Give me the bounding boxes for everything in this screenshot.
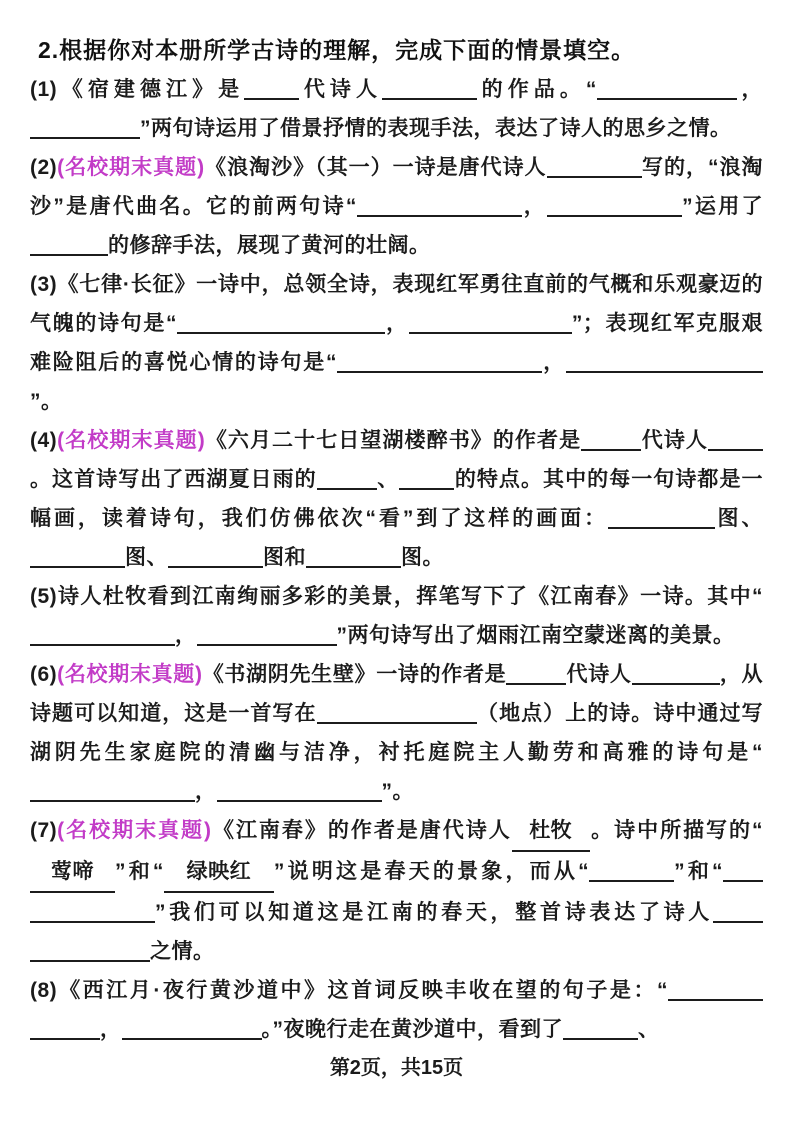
exam-source-tag: (名校期末真题) — [57, 663, 203, 686]
answer-blank — [122, 1026, 262, 1040]
question-text: 代诗人 — [566, 663, 632, 686]
answer-blank — [30, 948, 150, 962]
answer-blank — [663, 515, 715, 529]
answer-blank — [168, 554, 263, 568]
question-text: 《书湖阴先生壁》一诗的作者是 — [202, 663, 507, 686]
question-text: 。诗中所描写的“ — [589, 819, 764, 842]
question-text: ”；表现红军克服艰难险阻后的喜悦心情的诗句是“ — [30, 312, 764, 374]
question-text: 写的，“浪淘沙”是唐代曲名。它的前两句诗“ — [30, 156, 763, 218]
answer-blank — [317, 476, 377, 490]
question-text: 之情。 — [150, 940, 215, 963]
question-text: 、 — [376, 468, 400, 491]
question-text: 图、 — [715, 507, 764, 530]
answer-blank — [506, 671, 566, 685]
answer-blank — [566, 359, 651, 373]
answer-blank — [563, 1026, 638, 1040]
question-text: 图、 — [125, 546, 168, 569]
answer-blank — [651, 359, 763, 373]
question-text: ”和“ — [674, 860, 724, 883]
answer-blank — [177, 320, 385, 334]
question-text: (8)《西江月·夜行黄沙道中》这首词反映丰收在望的句子是：“ — [30, 979, 668, 1002]
question-item-1 — [30, 70, 763, 148]
exam-source-tag: (名校期末真题) — [57, 156, 205, 179]
answer-blank — [589, 868, 674, 882]
question-item-8 — [30, 971, 763, 1049]
question-text: 图。 — [401, 546, 444, 569]
question-item-6 — [30, 655, 763, 811]
answer-blank — [217, 788, 382, 802]
question-text: (7) — [30, 819, 58, 842]
answer-blank — [632, 671, 690, 685]
answer-blank — [708, 437, 763, 451]
question-text: ”两句诗运用了借景抒情的表现手法，表达了诗人的思乡之情。 — [140, 117, 732, 140]
answer-blank — [357, 203, 522, 217]
question-text: 《浪淘沙》（其一）一诗是唐代诗人 — [204, 156, 547, 179]
question-text: （地点）上的诗。诗中通过写湖阴先生家庭院的清幽与洁净，衬托庭院主人勤劳和高雅的诗句是“ — [30, 702, 763, 764]
answer-blank — [713, 909, 763, 923]
question-text: ， — [541, 351, 567, 374]
question-text: (4) — [30, 429, 58, 452]
question-text: 的特点。其中的每一句诗都是一幅画，读着诗句，我们仿佛依次“看”到了这样的画面： — [30, 468, 764, 530]
question-text: ， — [521, 195, 548, 218]
question-item-2 — [30, 148, 763, 265]
answer-blank — [197, 632, 337, 646]
question-text: ， — [100, 1018, 122, 1041]
question-text: 《江南春》的作者是唐代诗人 — [211, 819, 512, 842]
question-text: 、 — [638, 1018, 660, 1041]
question-item-5 — [30, 577, 763, 655]
answer-blank — [30, 909, 155, 923]
question-text: (5)诗人杜牧看到江南绚丽多彩的美景，挥笔写下了《江南春》一诗。其中“ — [30, 585, 763, 608]
page-number: 第2页，共15页 — [329, 1057, 464, 1079]
answer-blank — [306, 554, 401, 568]
exam-source-tag: (名校期末真题) — [57, 819, 212, 842]
answer-blank — [597, 86, 737, 100]
question-text: ， — [736, 78, 764, 101]
answer-blank — [30, 554, 125, 568]
answer-blank — [608, 515, 663, 529]
answer-blank — [244, 86, 299, 100]
question-text: ”。 — [381, 780, 414, 803]
question-text: ，从诗题可以知道，这是一首写在 — [30, 663, 764, 725]
answer-blank — [723, 868, 763, 882]
filled-answer: 杜牧 — [512, 811, 590, 852]
answer-blank — [30, 242, 108, 256]
worksheet-title: 2.根据你对本册所学古诗的理解，完成下面的情景填空。 — [38, 37, 636, 63]
question-text: ， — [195, 780, 217, 803]
answer-blank — [30, 1026, 100, 1040]
filled-answer: 莺啼 — [30, 852, 115, 893]
question-text: 的作品。“ — [477, 78, 597, 101]
worksheet-body — [30, 70, 763, 1049]
answer-blank — [690, 671, 720, 685]
answer-blank — [581, 437, 641, 451]
question-text: (6) — [30, 663, 58, 686]
exam-source-tag: (名校期末真题) — [57, 429, 206, 452]
question-text: ”我们可以知道这是江南的春天，整首诗表达了诗人 — [155, 901, 713, 924]
question-text: 。这首诗写出了西湖夏日雨的 — [30, 468, 317, 491]
question-text: 代诗人 — [299, 78, 383, 101]
question-text: ”。 — [30, 390, 63, 413]
question-text: (2) — [30, 156, 58, 179]
question-text: ”运用了 — [682, 195, 764, 218]
answer-blank — [317, 710, 477, 724]
answer-blank — [399, 476, 454, 490]
answer-blank — [637, 203, 682, 217]
answer-blank — [30, 788, 195, 802]
question-text: (3)《七律·长征》一诗中，总领全诗，表现红军勇往直前的气概和乐观豪迈的气魄的诗句是“ — [30, 273, 763, 335]
filled-answer: 绿映红 — [164, 852, 274, 893]
answer-blank — [547, 203, 637, 217]
question-text: 图和 — [263, 546, 306, 569]
answer-blank — [547, 164, 642, 178]
answer-blank — [30, 632, 175, 646]
question-text: ”说明这是春天的景象，而从“ — [273, 860, 590, 883]
question-text: (1)《宿建德江》是 — [30, 78, 245, 101]
answer-blank — [668, 987, 763, 1001]
question-text: 的修辞手法，展现了黄河的壮阔。 — [108, 234, 431, 257]
answer-blank — [337, 359, 542, 373]
question-text: 《六月二十七日望湖楼醉书》的作者是 — [205, 429, 582, 452]
question-text: 。”夜晚行走在黄沙道中，看到了 — [261, 1018, 563, 1041]
answer-blank — [382, 86, 477, 100]
answer-blank — [409, 320, 572, 334]
question-item-3 — [30, 265, 763, 421]
answer-blank — [30, 125, 140, 139]
question-item-7 — [30, 811, 763, 971]
question-item-4 — [30, 421, 763, 577]
question-text: ， — [385, 312, 409, 335]
question-text: 代诗人 — [641, 429, 709, 452]
question-text: ， — [175, 624, 197, 647]
question-text: ”两句诗写出了烟雨江南空蒙迷离的美景。 — [336, 624, 735, 647]
question-text: ”和“ — [115, 860, 164, 883]
